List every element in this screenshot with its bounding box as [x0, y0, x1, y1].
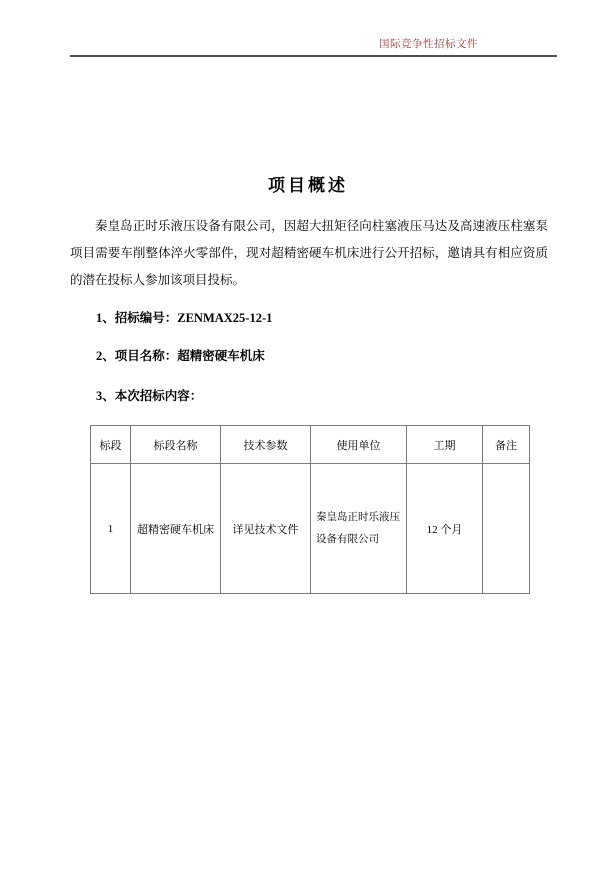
table-row [91, 464, 530, 594]
cell-duration: 12 个月 [407, 464, 483, 594]
list-item-bid-number: 1、招标编号：ZENMAX25-12-1 [96, 311, 273, 325]
cell-remarks [483, 464, 530, 594]
list-item-project-name: 2、项目名称：超精密硬车机床 [96, 349, 265, 363]
cell-user-unit: 秦皇岛正时乐液压设备有限公司 [311, 464, 407, 594]
intro-paragraph: 秦皇岛正时乐液压设备有限公司，因超大扭矩径向柱塞液压马达及高速液压柱塞泵项目需要车削整体淬火零部件，现对超精密硬车机床进行公开招标，邀请具有相应资质的潜在投标人参加该项目投标。 [70, 219, 548, 287]
cell-section-name: 超精密硬车机床 [131, 464, 221, 594]
col-header-duration: 工期 [407, 426, 483, 464]
header-title: 国际竞争性招标文件 [379, 39, 478, 50]
list-item-bid-content: 3、本次招标内容： [96, 389, 203, 403]
col-header-tech-params: 技术参数 [221, 426, 311, 464]
col-header-section-name: 标段名称 [131, 426, 221, 464]
page-title: 项目概述 [268, 176, 348, 195]
col-header-user-unit: 使用单位 [311, 426, 407, 464]
bid-sections-table [90, 425, 530, 594]
col-header-remarks: 备注 [483, 426, 530, 464]
col-header-section: 标段 [91, 426, 131, 464]
cell-section: 1 [91, 464, 131, 594]
cell-tech-params: 详见技术文件 [221, 464, 311, 594]
page-header [70, 34, 557, 57]
table-header-row [91, 426, 530, 464]
